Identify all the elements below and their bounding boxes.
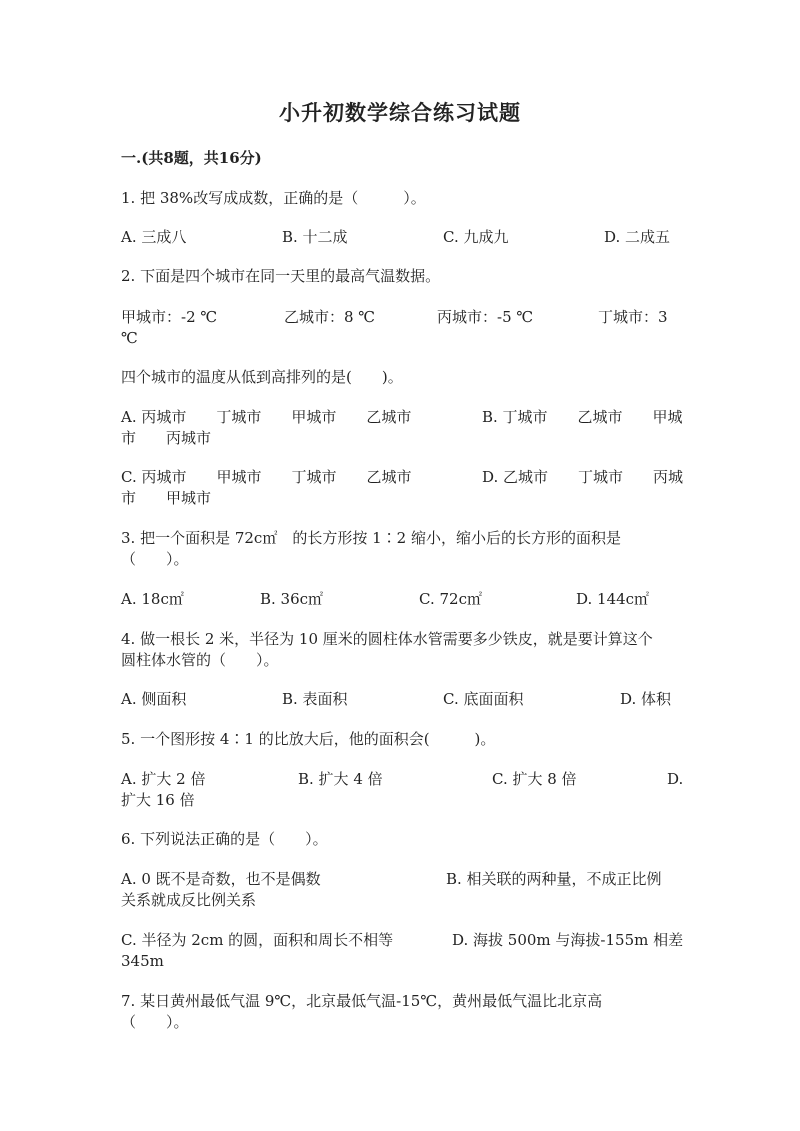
question-2-option-c: C. 丙城市 甲城市 丁城市 乙城市 (121, 468, 412, 486)
question-5-option-b: B. 扩大 4 倍 (298, 770, 383, 788)
question-6-option-b-wrap: 关系就成反比例关系 (121, 891, 257, 909)
question-7-stem-wrap: （ ）。 (121, 1013, 189, 1031)
question-7-stem: 7. 某日黄州最低气温 9℃，北京最低气温-15℃，黄州最低气温比北京高 (121, 992, 603, 1010)
section-heading: 一.(共8题，共16分) (121, 149, 262, 167)
question-3-option-b: B. 36c㎡ (260, 590, 324, 608)
question-6-option-d: D. 海拔 500m 与海拔-155m 相差 (452, 931, 684, 949)
question-6-option-d-wrap: 345m (121, 952, 164, 970)
question-6-option-c: C. 半径为 2cm 的圆，面积和周长不相等 (121, 931, 394, 949)
question-4-option-b: B. 表面积 (282, 690, 348, 708)
question-2-option-d: D. 乙城市 丁城市 丙城 (482, 468, 684, 486)
question-3-stem-wrap: （ ）。 (121, 550, 189, 568)
question-2-option-b: B. 丁城市 乙城市 甲城 (482, 408, 683, 426)
city-bing-temp: 丙城市：-5 ℃ (437, 308, 534, 326)
question-1-stem: 1. 把 38%改写成成数，正确的是（ ）。 (121, 189, 426, 207)
question-2-stem-2: 四个城市的温度从低到高排列的是( )。 (121, 368, 403, 386)
question-4-option-a: A. 侧面积 (121, 690, 187, 708)
question-2-option-d-wrap: 市 甲城市 (121, 489, 212, 507)
question-2-stem: 2. 下面是四个城市在同一天里的最高气温数据。 (121, 267, 441, 285)
question-4-stem: 4. 做一根长 2 米，半径为 10 厘米的圆柱体水管需要多少铁皮，就是要计算这个 (121, 630, 653, 648)
question-2-option-b-wrap: 市 丙城市 (121, 429, 212, 447)
question-4-stem-wrap: 圆柱体水管的（ ）。 (121, 651, 279, 669)
question-1-option-d: D. 二成五 (604, 228, 671, 246)
question-5-option-c: C. 扩大 8 倍 (492, 770, 577, 788)
question-1-option-c: C. 九成九 (443, 228, 509, 246)
city-jia-temp: 甲城市：-2 ℃ (121, 308, 218, 326)
question-4-option-d: D. 体积 (620, 690, 672, 708)
question-3-option-c: C. 72c㎡ (419, 590, 482, 608)
question-5-option-d: D. (667, 770, 684, 788)
question-6-option-a: A. 0 既不是奇数，也不是偶数 (121, 870, 321, 888)
question-3-option-d: D. 144c㎡ (576, 590, 650, 608)
city-ding-temp-unit: ℃ (121, 329, 138, 347)
question-1-option-b: B. 十二成 (282, 228, 348, 246)
question-5-option-d-wrap: 扩大 16 倍 (121, 791, 195, 809)
question-2-option-a: A. 丙城市 丁城市 甲城市 乙城市 (121, 408, 412, 426)
question-3-option-a: A. 18c㎡ (121, 590, 184, 608)
city-ding-temp: 丁城市：3 (598, 308, 668, 326)
city-yi-temp: 乙城市：8 ℃ (284, 308, 376, 326)
question-5-option-a: A. 扩大 2 倍 (121, 770, 206, 788)
question-6-stem: 6. 下列说法正确的是（ ）。 (121, 830, 328, 848)
question-3-stem: 3. 把一个面积是 72c㎡ 的长方形按 1∶2 缩小，缩小后的长方形的面积是 (121, 529, 621, 547)
question-5-stem: 5. 一个图形按 4∶1 的比放大后，他的面积会( )。 (121, 730, 496, 748)
question-4-option-c: C. 底面面积 (443, 690, 524, 708)
question-1-option-a: A. 三成八 (121, 228, 187, 246)
question-6-option-b: B. 相关联的两种量，不成正比例 (446, 870, 662, 888)
page-title: 小升初数学综合练习试题 (279, 100, 521, 125)
